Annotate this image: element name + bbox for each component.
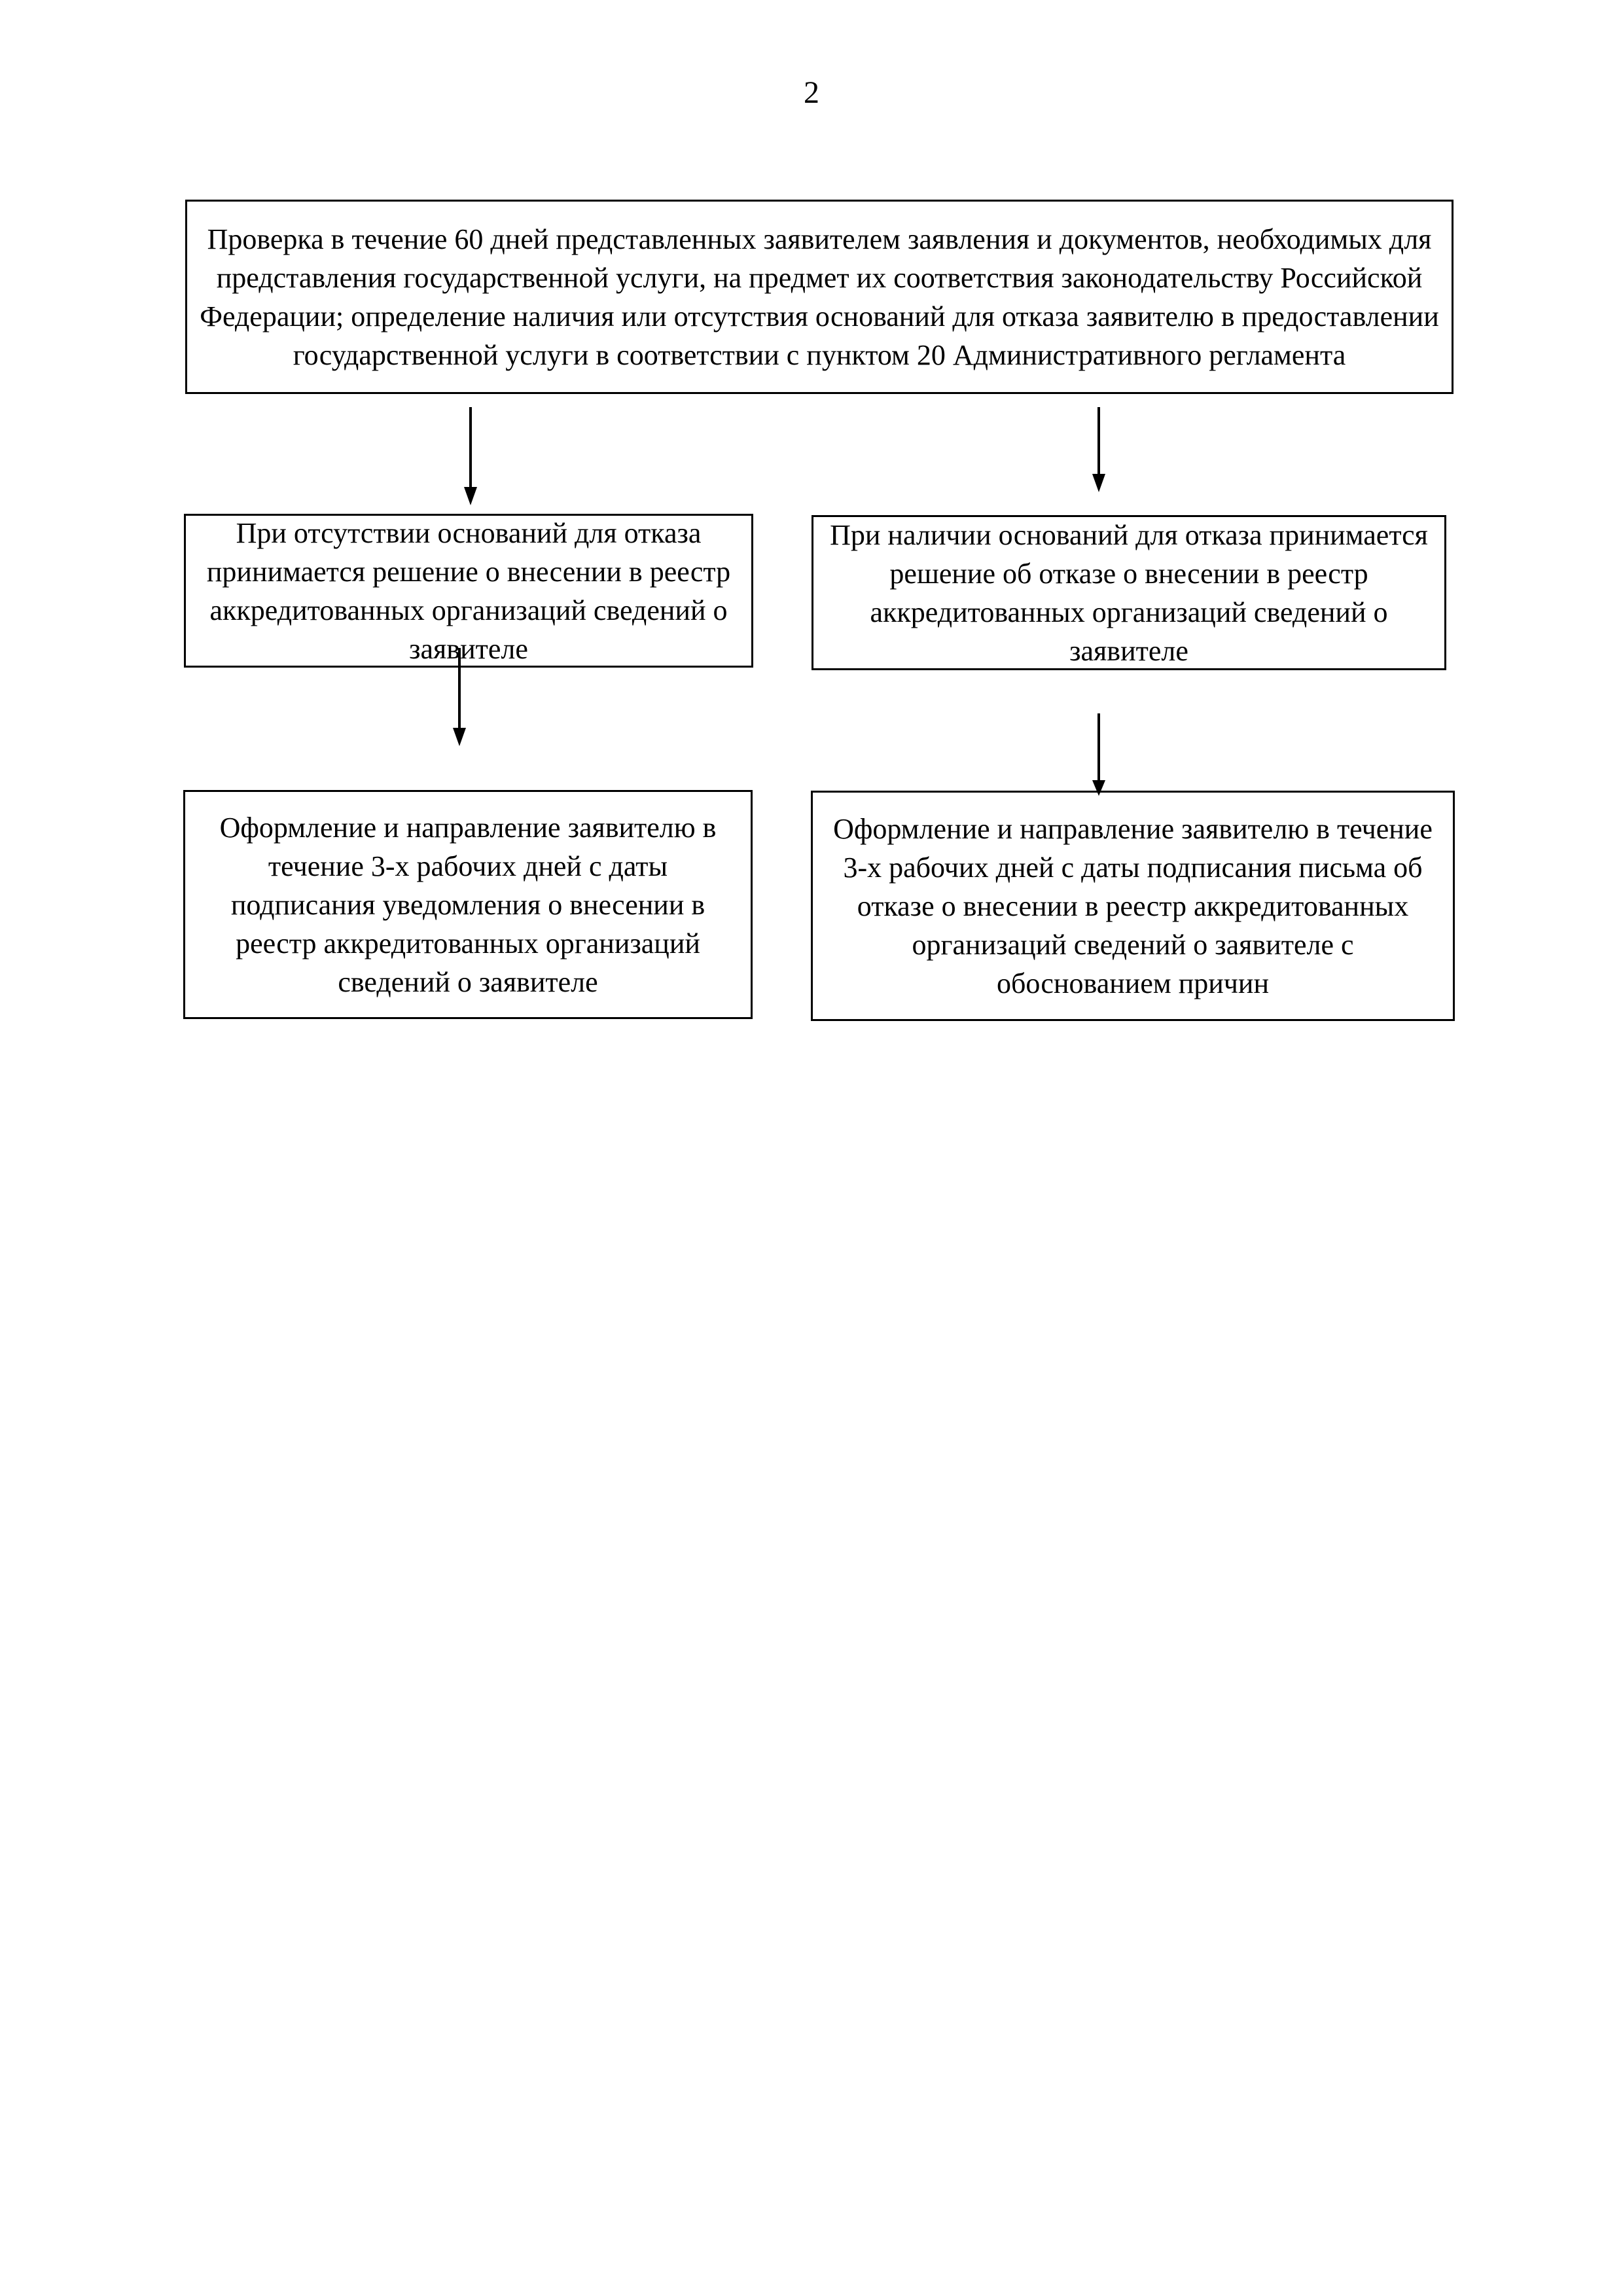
flowchart-box-check — [185, 200, 1454, 394]
flowchart-box-no-grounds-text: При отсутствии оснований для отказа принимается решение о внесении в реестр аккредитованных организаций сведений о заявителе — [206, 516, 731, 665]
flowchart-box-notification — [183, 790, 753, 1019]
page-number: 2 — [804, 75, 819, 110]
flowchart-box-grounds-refusal — [812, 515, 1446, 670]
flowchart-box-grounds-refusal-text: При наличии оснований для отказа принимается решение об отказе о внесении в реестр аккредитованных организаций сведений о заявителе — [830, 518, 1428, 667]
flowchart-box-no-grounds — [184, 514, 753, 668]
flowchart-box-refusal-letter-text: Оформление и направление заявителю в течение 3-х рабочих дней с даты подписания письма об отказе о внесении в реестр аккредитованных организаций сведений о заявителе с обоснованием причин — [833, 812, 1433, 999]
arrow-left-to-left-head — [453, 728, 466, 746]
flowchart-box-refusal-letter — [811, 791, 1455, 1021]
arrow-top-to-right-head — [1092, 474, 1105, 492]
flowchart-box-check-text: Проверка в течение 60 дней представленных заявителем заявления и документов, необходимых для представления государственной услуги, на предмет их соответствия законодательству Российской Федерации; определение наличия или отсутствия оснований для отказа заявителю в предоставлении государственной услуги в соответствии с пунктом 20 Административного регламента — [200, 223, 1439, 371]
arrow-top-to-left-head — [464, 487, 477, 505]
flowchart-box-notification-text: Оформление и направление заявителю в течение 3-х рабочих дней с даты подписания уведомления о внесении в реестр аккредитованных организаций сведений о заявителе — [219, 811, 717, 998]
